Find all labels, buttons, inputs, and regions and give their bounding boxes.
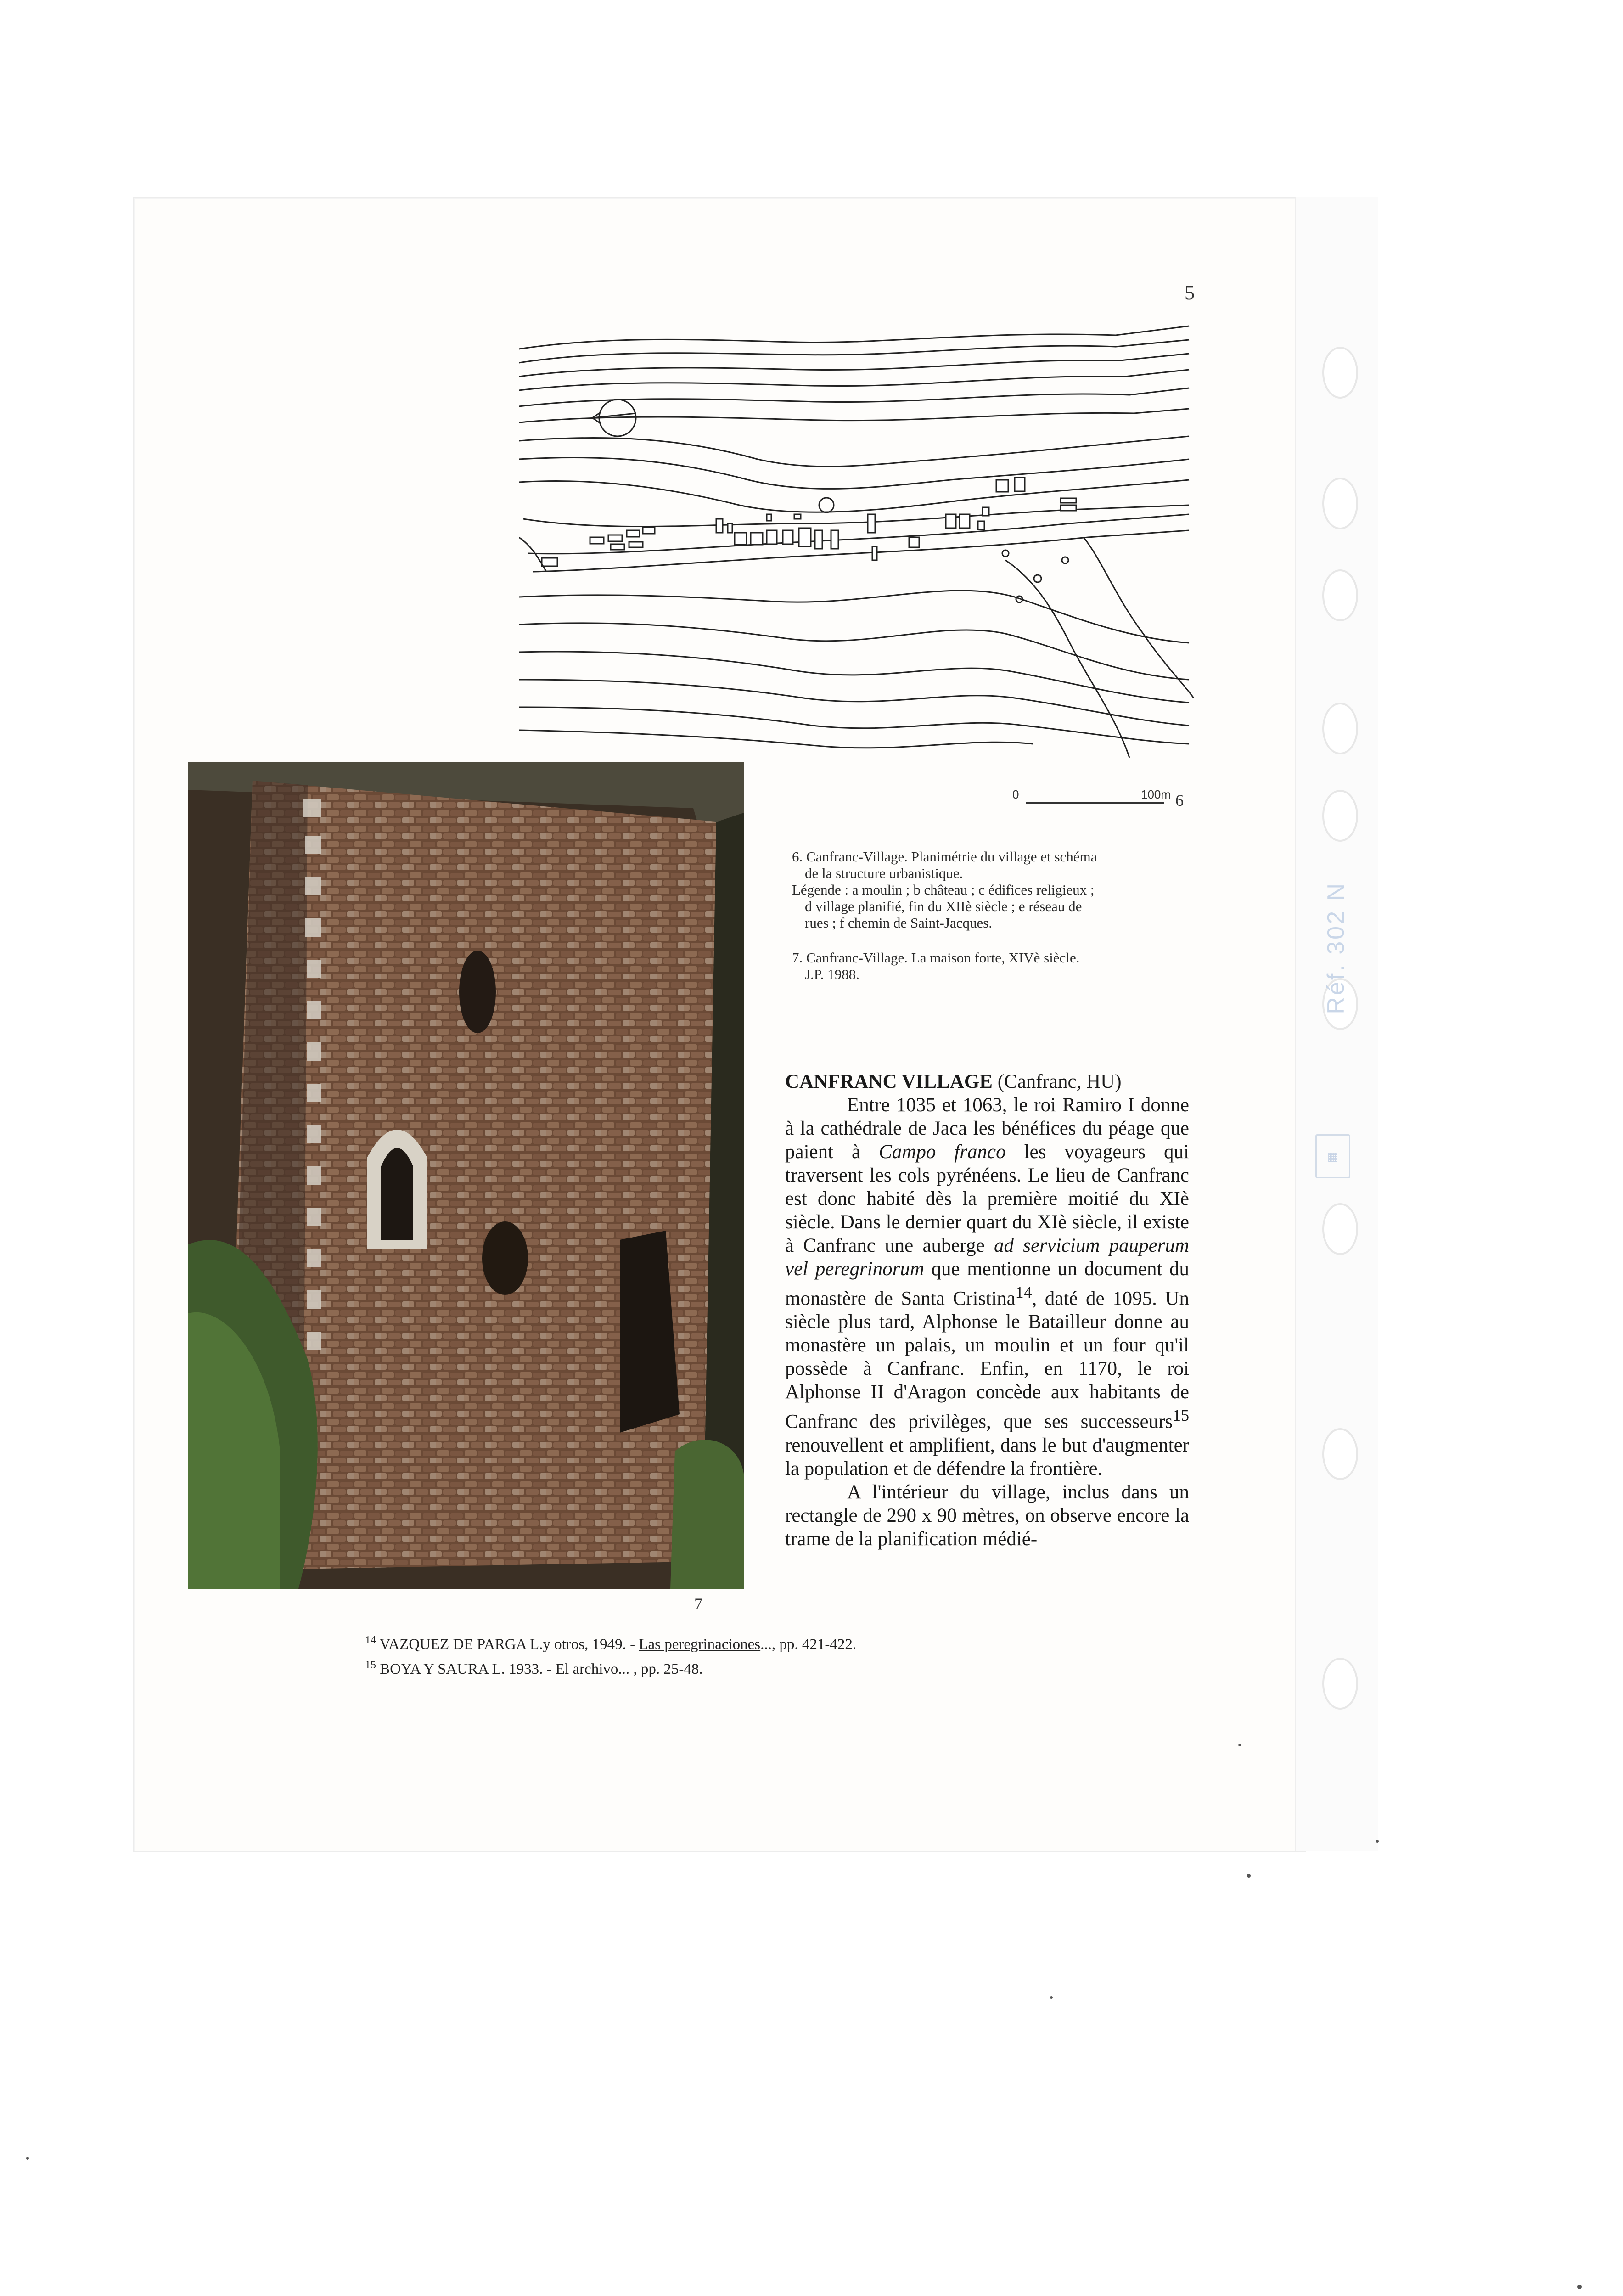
article-paragraph: A l'intérieur du village, inclus dans un rectangle de 290 x 90 mètres, on observe encore la trame de la planification médié- — [785, 1481, 1189, 1550]
article-heading — [785, 1070, 1189, 1093]
footnote-text: VAZQUEZ DE PARGA L.y otros, 1949. - — [376, 1636, 639, 1653]
village-plan-map — [519, 321, 1198, 758]
footnote-title: Las peregrinaciones — [639, 1636, 761, 1653]
figure-6-number: 6 — [1175, 791, 1184, 810]
punch-hole — [1322, 790, 1358, 842]
punch-hole — [1322, 347, 1358, 399]
scale-length-label: 100m — [1141, 788, 1171, 801]
footnote-text: BOYA Y SAURA L. 1933. - El archivo... , pp. 25-48. — [376, 1661, 703, 1677]
article-body — [785, 1070, 1189, 1551]
sleeve-logo-icon: ▦ — [1315, 1134, 1350, 1178]
figure-7-caption — [792, 950, 1205, 983]
punch-hole — [1322, 1658, 1358, 1710]
text-run: , daté de 1095. Un siècle plus tard, Alphonse le Batailleur donne au monastère un palais, un moulin et un four qu'il possède à Canfranc. Enfin, en 1170, le roi Alphonse II d'Aragon concède aux habitants de Canfranc des privilèges, que ses successeurs — [785, 1288, 1189, 1433]
figure-7-number: 7 — [694, 1595, 702, 1613]
text-run: Entre 1035 et 1063, le roi Ramiro I donne à la cathédrale de Jaca les bénéfices du péage que paient à — [785, 1094, 1189, 1163]
scale-bar-line — [1026, 802, 1164, 804]
punch-hole — [1322, 1428, 1358, 1480]
footnote-text: ..., pp. 421-422. — [760, 1636, 857, 1653]
italic-term: ad servicium pauperum vel peregrinorum — [785, 1235, 1189, 1280]
text-run: renouvellent et amplifient, dans le but d'augmenter la population et de défendre la frontière. — [785, 1434, 1189, 1480]
italic-term: Campo franco — [879, 1141, 1006, 1163]
figure-6-caption — [792, 849, 1205, 931]
footnote — [365, 1655, 1008, 1680]
sleeve-brand-label: Réf. 302 N — [1323, 882, 1349, 1014]
text-run: que mentionne un document du monastère de Santa Cristina — [785, 1258, 1189, 1310]
footnote-number: 15 — [365, 1659, 376, 1671]
figure-captions — [792, 849, 1205, 1001]
article-paragraph — [785, 1093, 1189, 1480]
punch-hole — [1322, 478, 1358, 529]
punch-hole — [1322, 703, 1358, 754]
page-number: 5 — [1185, 281, 1195, 304]
footnote-number: 14 — [365, 1634, 376, 1646]
punch-hole — [1322, 569, 1358, 621]
caption-line: rues ; f chemin de Saint-Jacques. — [805, 915, 993, 931]
caption-line: d village planifié, fin du XIIè siècle ; e réseau de — [805, 898, 1082, 914]
punch-hole — [1322, 1203, 1358, 1255]
scale-zero-label: 0 — [1012, 788, 1019, 801]
article-title: CANFRANC VILLAGE — [785, 1071, 993, 1092]
footnote-ref: 15 — [1173, 1406, 1189, 1425]
footnote — [365, 1630, 1008, 1655]
article-subtitle: (Canfranc, HU) — [992, 1071, 1122, 1092]
caption-line: 7. Canfranc-Village. La maison forte, XIVè siècle. — [792, 950, 1080, 966]
map-scale-bar — [1008, 788, 1191, 815]
caption-line: de la structure urbanistique. — [805, 865, 963, 881]
caption-line: Légende : a moulin ; b château ; c édifices religieux ; — [792, 882, 1095, 898]
caption-line: J.P. 1988. — [805, 966, 859, 982]
caption-line: 6. Canfranc-Village. Planimétrie du village et schéma — [792, 849, 1097, 865]
footnote-ref: 14 — [1015, 1283, 1032, 1301]
fortified-house-photo — [188, 762, 744, 1589]
footnotes — [365, 1630, 1008, 1680]
text-run: les voyageurs qui traversent les cols pyrénéens. Le lieu de Canfranc est donc habité dès la première moitié du XIè siècle. Dans le dernier quart du XIè siècle, il existe à Canfranc une auberge — [785, 1141, 1189, 1256]
